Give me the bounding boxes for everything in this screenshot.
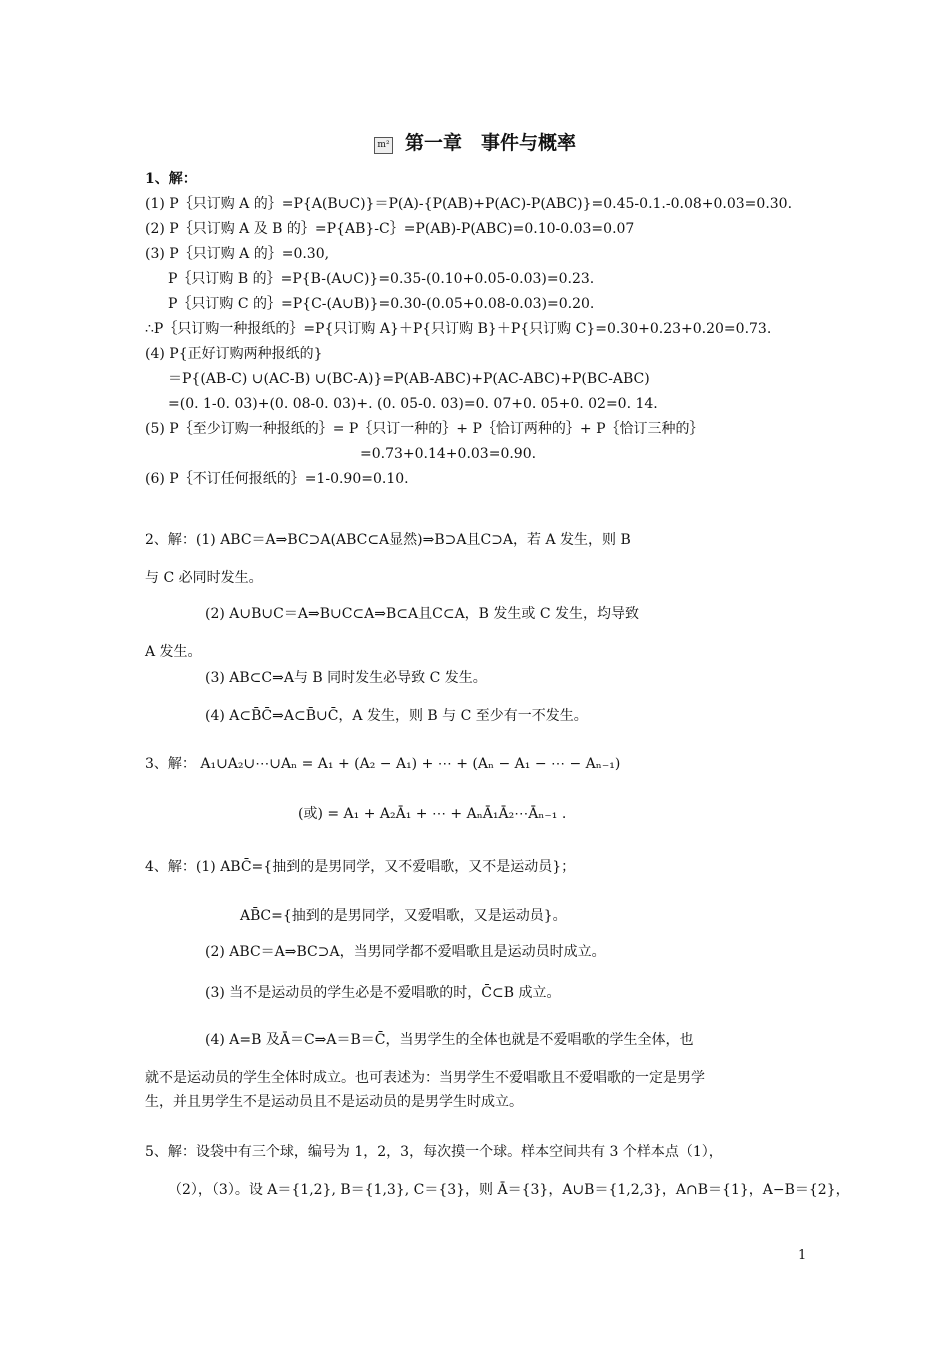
chapter-title bbox=[0, 128, 950, 155]
text-line: (或) = A₁ + A₂Ā₁ + ⋯ + AₙĀ₁Ā₂⋯Āₙ₋₁ . bbox=[298, 806, 567, 822]
text-line: (2) A∪B∪C＝A⇒B∪C⊂A⇒B⊂A且C⊂A，B 发生或 C 发生，均导致 bbox=[205, 606, 640, 622]
text-line: (5) P｛至少订购一种报纸的｝= P｛只订一种的｝+ P｛恰订两种的｝+ P｛恰订三种的｝ bbox=[145, 421, 704, 437]
chapter-title-text: 第一章 事件与概率 bbox=[404, 132, 576, 154]
text-line: 生，并且男学生不是运动员且不是运动员的是男学生时成立。 bbox=[145, 1094, 523, 1110]
text-line: A 发生。 bbox=[145, 644, 202, 660]
text-line: (2) P｛只订购 A 及 B 的｝=P{AB}-C｝=P(AB)-P(ABC)=0.10-0.03=0.07 bbox=[145, 221, 635, 237]
text-line: P｛只订购 B 的｝=P{B-(A∪C)}=0.35-(0.10+0.05-0.03)=0.23. bbox=[168, 271, 595, 287]
text-line: AB̄C={抽到的是男同学，又爱唱歌，又是运动员}。 bbox=[240, 908, 567, 924]
text-line: (3) 当不是运动员的学生必是不爱唱歌的时，C̄⊂B 成立。 bbox=[205, 985, 561, 1001]
text-line: (3) AB⊂C⇒A与 B 同时发生必导致 C 发生。 bbox=[205, 670, 487, 686]
text-line: (6) P｛不订任何报纸的｝=1-0.90=0.10. bbox=[145, 471, 409, 487]
text-line: 1、解： bbox=[145, 171, 197, 187]
text-line: =(0. 1-0. 03)+(0. 08-0. 03)+. (0. 05-0. 03)=0. 07+0. 05+0. 02=0. 14. bbox=[168, 396, 658, 412]
text-line: ∴P｛只订购一种报纸的｝=P{只订购 A}＋P{只订购 B}＋P{只订购 C}=0.30+0.23+0.20=0.73. bbox=[145, 321, 772, 337]
document-icon: m² bbox=[374, 137, 393, 154]
text-line: (1) P｛只订购 A 的｝=P{A(B∪C)}＝P(A)-{P(AB)+P(AC)-P(ABC)}=0.45-0.1.-0.08+0.03=0.30. bbox=[145, 196, 793, 212]
text-line: 2、解：(1) ABC＝A⇒BC⊃A(ABC⊂A显然)⇒B⊃A且C⊃A，若 A 发生，则 B bbox=[145, 532, 631, 548]
text-line: ＝P{(AB-C) ∪(AC-B) ∪(BC-A)}=P(AB-ABC)+P(AC-ABC)+P(BC-ABC) bbox=[168, 371, 650, 387]
text-line: 4、解：(1) ABC̄={抽到的是男同学，又不爱唱歌，又不是运动员}； bbox=[145, 859, 576, 875]
text-line: （2），（3）。设 A＝{1,2}, B＝{1,3}, C＝{3}，则 Ā＝{3}，A∪B＝{1,2,3}，A∩B＝{1}，A−B＝{2}， bbox=[168, 1182, 850, 1198]
text-line: P｛只订购 C 的｝=P{C-(A∪B)}=0.30-(0.05+0.08-0.03)=0.20. bbox=[168, 296, 595, 312]
text-line: (4) A⊂B̄C̄⇒A⊂B̄∪C̄，A 发生，则 B 与 C 至少有一不发生。 bbox=[205, 708, 588, 724]
text-line: (4) A=B 及Ā＝C⇒A＝B＝C̄，当男学生的全体也就是不爱唱歌的学生全体，也 bbox=[205, 1032, 694, 1048]
text-line: 3、解： A₁∪A₂∪⋯∪Aₙ = A₁ + (A₂ − A₁) + ⋯ + (Aₙ − A₁ − ⋯ − Aₙ₋₁) bbox=[145, 756, 621, 772]
text-line: (4) P{正好订购两种报纸的} bbox=[145, 346, 323, 362]
text-line: 与 C 必同时发生。 bbox=[145, 570, 263, 586]
text-line: 5、解：设袋中有三个球，编号为 1，2，3，每次摸一个球。样本空间共有 3 个样本点（1）， bbox=[145, 1144, 723, 1160]
text-line: 就不是运动员的学生全体时成立。也可表述为：当男学生不爱唱歌且不爱唱歌的一定是男学 bbox=[145, 1070, 705, 1086]
text-line: (3) P｛只订购 A 的｝=0.30, bbox=[145, 246, 330, 262]
text-line: =0.73+0.14+0.03=0.90. bbox=[360, 446, 537, 462]
page-number: 1 bbox=[798, 1248, 807, 1263]
text-line: (2) ABC＝A⇒BC⊃A，当男同学都不爱唱歌且是运动员时成立。 bbox=[205, 944, 606, 960]
